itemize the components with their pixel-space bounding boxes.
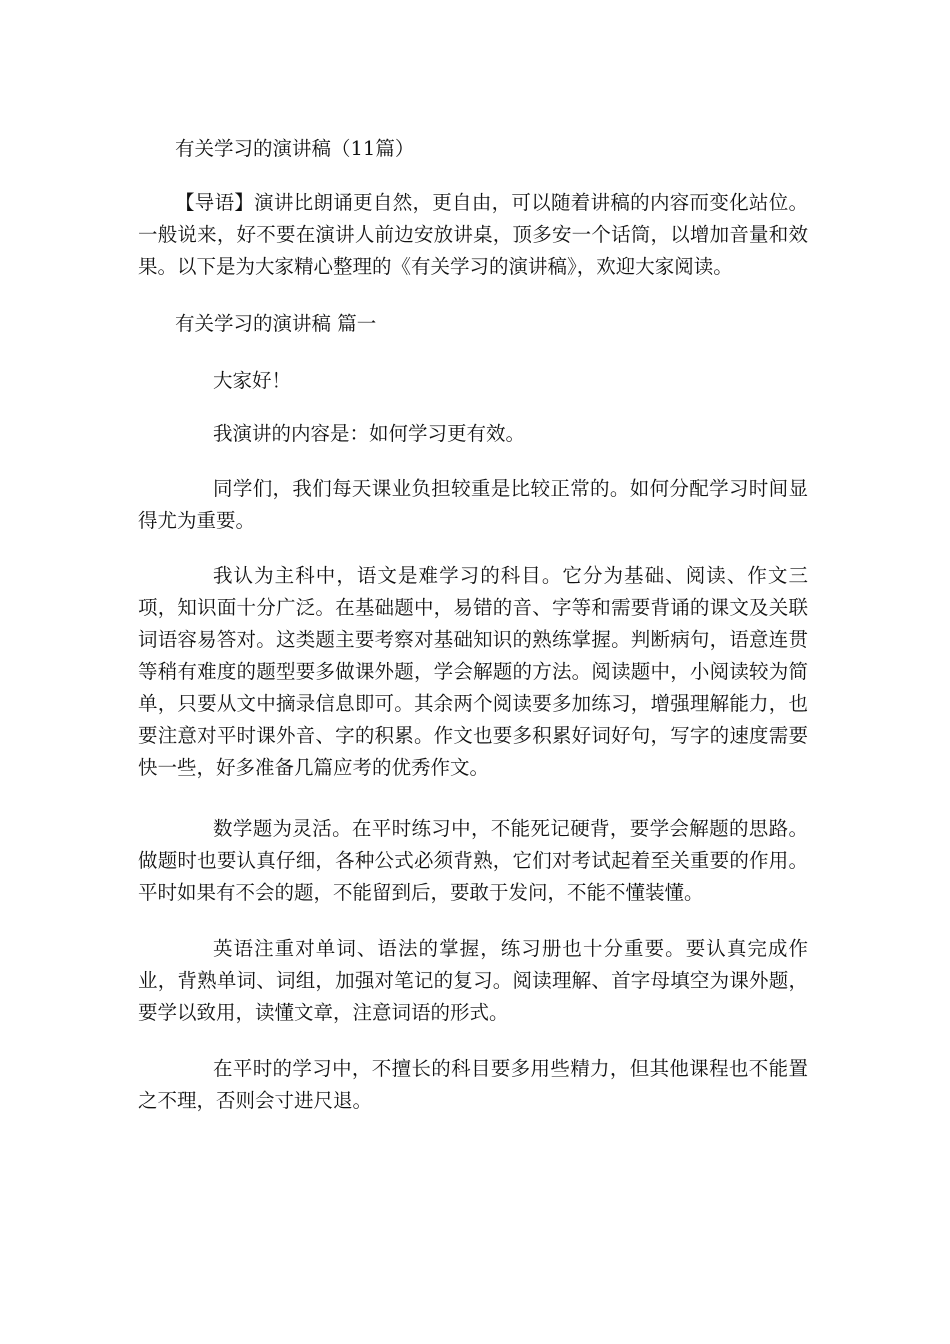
section-heading: 有关学习的演讲稿 篇一 bbox=[175, 312, 377, 335]
body-paragraph: 我演讲的内容是：如何学习更有效。 bbox=[213, 422, 526, 445]
document-title: 有关学习的演讲稿（11篇） bbox=[175, 137, 415, 160]
body-paragraph: 同学们，我们每天课业负担较重是比较正常的。如何分配学习时间显得尤为重要。 bbox=[138, 477, 808, 532]
body-paragraph: 我认为主科中，语文是难学习的科目。它分为基础、阅读、作文三项，知识面十分广泛。在基础题中，易错的音、字等和需要背诵的课文及关联词语容易答对。这类题主要考察对基础知识的熟练掌握。判断病句，语意连贯等稍有难度的题型要多做课外题，学会解题的方法。阅读题中，小阅读较为简单，只要从文中摘录信息即可。其余两个阅读要多加练习，增强理解能力，也要注意对平时课外音、字的积累。作文也要多积累好词好句，写字的速度需要快一些，好多准备几篇应考的优秀作文。 bbox=[138, 564, 808, 779]
body-paragraph: 数学题为灵活。在平时练习中，不能死记硬背，要学会解题的思路。做题时也要认真仔细，各种公式必须背熟，它们对考试起着至关重要的作用。平时如果有不会的题，不能留到后，要敢于发问，不能不懂装懂。 bbox=[138, 817, 808, 904]
intro-paragraph: 【导语】演讲比朗诵更自然，更自由，可以随着讲稿的内容而变化站位。一般说来，好不要在演讲人前边安放讲桌，顶多安一个话筒，以增加音量和效果。以下是为大家精心整理的《有关学习的演讲稿》，欢迎大家阅读。 bbox=[138, 191, 808, 278]
greeting-paragraph: 大家好！ bbox=[213, 369, 292, 392]
body-paragraph: 在平时的学习中，不擅长的科目要多用些精力，但其他课程也不能置之不理，否则会寸进尺退。 bbox=[138, 1057, 808, 1112]
body-paragraph: 英语注重对单词、语法的掌握，练习册也十分重要。要认真完成作业，背熟单词、词组，加强对笔记的复习。阅读理解、首字母填空为课外题，要学以致用，读懂文章，注意词语的形式。 bbox=[138, 937, 808, 1024]
